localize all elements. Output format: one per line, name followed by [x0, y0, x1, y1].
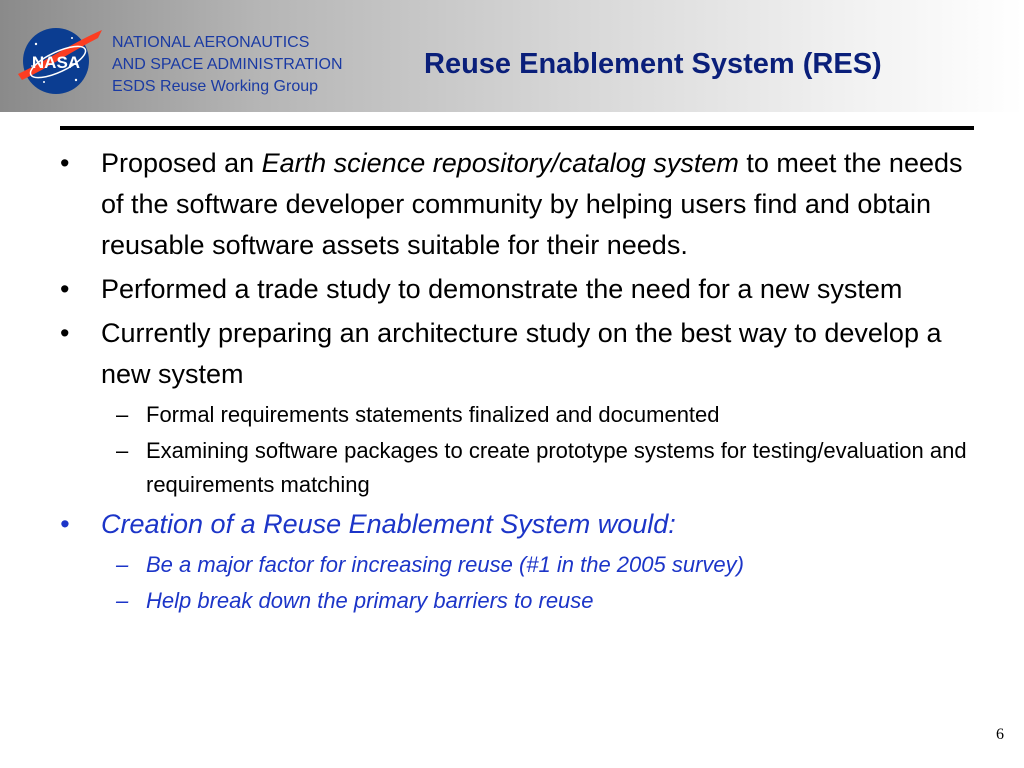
page-number: 6 — [996, 726, 1004, 743]
bullet-4-sub-2-text: Help break down the primary barriers to reuse — [146, 588, 594, 613]
bullet-4-sub-1-text: Be a major factor for increasing reuse (#1 in the 2005 survey) — [146, 552, 744, 577]
slide-body — [60, 143, 974, 620]
sub-bullet-item-highlighted — [60, 584, 974, 618]
nasa-logo-icon — [14, 22, 104, 100]
bullet-item — [60, 143, 974, 266]
sub-bullet-item — [60, 434, 974, 502]
org-line-2: AND SPACE ADMINISTRATION — [112, 56, 343, 73]
sub-bullet-item — [60, 398, 974, 432]
bullet-glyph: • — [60, 509, 70, 539]
organization-name — [112, 32, 343, 98]
org-line-1: NATIONAL AERONAUTICS — [112, 34, 310, 51]
org-line-3: ESDS Reuse Working Group — [112, 78, 319, 95]
bullet-1-text-end: to meet the needs of the software developer community by helping users find and obtain reusable software assets suitable for their needs. — [101, 148, 963, 260]
dash-glyph: – — [116, 552, 129, 577]
bullet-3-sub-1-text: Formal requirements statements finalized and documented — [146, 402, 720, 427]
sub-bullet-item-highlighted — [60, 548, 974, 582]
bullet-2-text: Performed a trade study to demonstrate the need for a new system — [101, 274, 903, 304]
bullet-4-text: Creation of a Reuse Enablement System would: — [101, 509, 676, 539]
bullet-glyph: • — [60, 274, 70, 304]
bullet-1-emphasis: Earth science repository/catalog system — [261, 148, 739, 178]
bullet-glyph: • — [60, 318, 70, 348]
bullet-item — [60, 269, 974, 310]
bullet-3-text: Currently preparing an architecture study on the best way to develop a new system — [101, 318, 942, 389]
bullet-item — [60, 313, 974, 395]
logo-text: NASA — [31, 53, 81, 72]
dash-glyph: – — [116, 588, 129, 613]
dash-glyph: – — [116, 438, 129, 463]
title-divider — [60, 126, 974, 130]
bullet-1-text-start: Proposed an — [101, 148, 262, 178]
slide-title: Reuse Enablement System (RES) — [424, 48, 882, 80]
slide-header — [0, 0, 1024, 112]
dash-glyph: – — [116, 402, 129, 427]
bullet-item-highlighted — [60, 504, 974, 545]
bullet-3-sub-2-text: Examining software packages to create prototype systems for testing/evaluation and requirements matching — [146, 438, 967, 497]
bullet-glyph: • — [60, 148, 70, 178]
